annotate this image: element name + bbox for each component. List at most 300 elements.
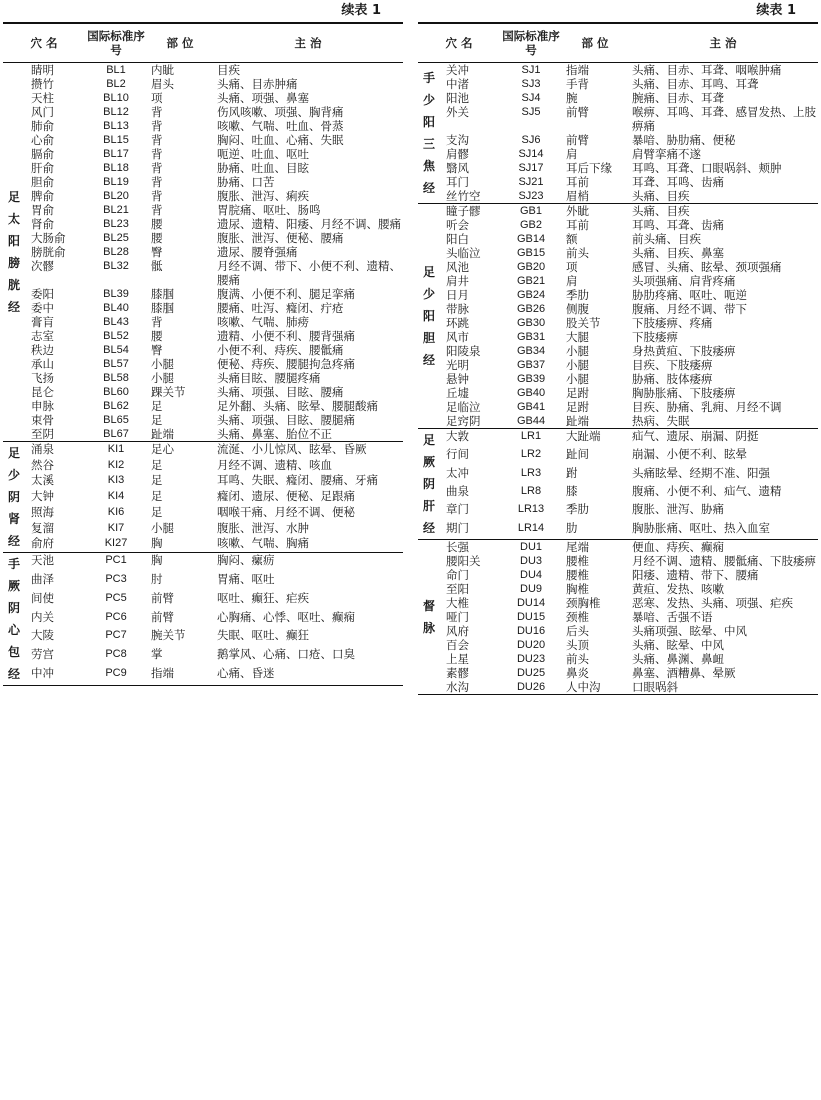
point-indications: 胸闷、瘰疬 — [213, 553, 403, 572]
point-indications: 胸胁胀痛、呕吐、热入血室 — [632, 520, 771, 535]
point-code: DU14 — [516, 597, 546, 609]
table-row — [3, 119, 403, 133]
point-location: 掌 — [151, 647, 163, 662]
point-code: PC7 — [105, 629, 127, 642]
point-indications: 头痛、项强、鼻塞 — [217, 91, 310, 105]
point-location: 前臂 — [151, 609, 175, 624]
point-indications: 腹胀、泄泻、胁痛 — [632, 502, 725, 517]
table-row — [3, 458, 403, 474]
table-row — [418, 624, 818, 638]
point-indications: 暴喑、舌强不语 — [632, 610, 713, 624]
point-indications: 崩漏、小便不利、眩晕 — [632, 447, 748, 462]
table-bottom-rule — [418, 695, 818, 696]
point-code: DU15 — [516, 611, 546, 623]
table-row — [3, 505, 403, 521]
point-code: BL67 — [103, 428, 129, 440]
point-name: 涌泉 — [25, 442, 85, 458]
point-location: 颈椎 — [566, 610, 590, 624]
point-location: 耳前 — [566, 218, 590, 232]
table-body-left — [3, 63, 403, 687]
point-location: 足心 — [147, 442, 213, 458]
table-row — [3, 521, 403, 537]
table-row — [3, 399, 403, 413]
table-row — [418, 358, 818, 372]
point-location: 足 — [151, 413, 163, 427]
point-code: GB39 — [516, 373, 546, 385]
point-indications: 头痛、眩晕、中风 — [632, 638, 725, 652]
point-code: BL43 — [103, 316, 129, 328]
table-row — [418, 204, 818, 219]
point-location: 小腿 — [151, 357, 175, 371]
point-indications: 腹胀、泄泻、水肿 — [217, 520, 310, 535]
point-name: 风门 — [31, 105, 54, 119]
point-name: 阳白 — [446, 232, 469, 246]
point-name: 大肠俞 — [31, 231, 66, 245]
point-location: 指端 — [151, 665, 175, 680]
header-code: 国际标准序号 — [502, 29, 560, 57]
table-row — [418, 596, 818, 610]
point-name: 中冲 — [31, 665, 54, 680]
point-location: 肘 — [151, 571, 163, 586]
point-location: 胸 — [147, 553, 213, 572]
point-indications: 头痛、目疾 — [628, 204, 818, 219]
table-row — [3, 91, 403, 105]
table-row — [418, 302, 818, 316]
point-indications: 便秘、痔疾、腰腿拘急疼痛 — [217, 357, 356, 371]
table-row — [418, 638, 818, 652]
point-indications: 耳鸣、失眠、癃闭、腰痛、牙痛 — [217, 473, 379, 488]
table-row — [3, 572, 403, 591]
continued-label: 续表 1 — [756, 3, 796, 18]
table-row — [418, 274, 818, 288]
point-name: 束骨 — [31, 413, 54, 427]
point-indications: 前头痛、目疾 — [632, 232, 702, 246]
point-code: LR8 — [520, 484, 542, 497]
point-indications: 腹胀、泄泻、痢疾 — [217, 189, 310, 203]
point-indications: 鹅掌风、心痛、口疮、口臭 — [217, 647, 356, 662]
table-row — [418, 554, 818, 568]
point-location: 小腿 — [566, 344, 590, 358]
point-code: KI6 — [107, 505, 125, 518]
point-name: 大陵 — [31, 628, 54, 643]
point-code: DU25 — [516, 667, 546, 679]
point-code: DU1 — [500, 540, 562, 555]
point-name: 胆俞 — [31, 175, 54, 189]
point-location: 季肋 — [566, 502, 590, 517]
table-row — [3, 473, 403, 489]
table-row — [3, 628, 403, 647]
point-code: PC3 — [105, 572, 127, 585]
point-name: 俞府 — [31, 536, 54, 551]
point-location: 手背 — [566, 77, 590, 91]
table-row — [3, 231, 403, 245]
point-location: 外眦 — [562, 204, 628, 219]
point-code: GB24 — [516, 289, 546, 301]
point-name: 翳风 — [446, 161, 469, 175]
header-point-name: 穴 名 — [30, 36, 58, 50]
table-row — [418, 330, 818, 344]
point-name: 外关 — [446, 105, 469, 119]
point-name: 申脉 — [31, 399, 54, 413]
point-location: 小腿 — [151, 520, 175, 535]
right-page — [418, 0, 818, 695]
point-name: 头临泣 — [446, 246, 481, 260]
point-location: 小腿 — [566, 372, 590, 386]
point-indications: 腕痛、目赤、耳聋 — [632, 91, 725, 105]
point-code: GB15 — [516, 247, 546, 259]
point-indications: 黄疸、发热、咳嗽 — [632, 582, 725, 596]
table-row — [418, 568, 818, 582]
point-code: GB2 — [520, 219, 543, 231]
point-code: GB26 — [516, 303, 546, 315]
point-location: 腰 — [151, 217, 163, 231]
point-name: 膈俞 — [31, 147, 54, 161]
table-row — [3, 301, 403, 315]
table-row — [3, 147, 403, 161]
table-row — [3, 77, 403, 91]
point-name: 太溪 — [31, 473, 54, 488]
point-location: 内眦 — [147, 63, 213, 78]
table-row — [3, 666, 403, 686]
point-code: BL40 — [103, 302, 129, 314]
point-location: 肩 — [566, 147, 578, 161]
point-code: DU23 — [516, 653, 546, 665]
point-code: BL52 — [103, 330, 129, 342]
table-row — [418, 502, 818, 520]
point-name: 脾俞 — [31, 189, 54, 203]
point-code: DU9 — [520, 583, 543, 595]
table-row — [418, 288, 818, 302]
point-name: 腰阳关 — [446, 554, 481, 568]
point-location: 前头 — [566, 652, 590, 666]
point-code: BL15 — [103, 134, 129, 146]
point-indications: 身热黄疸、下肢痿痹 — [632, 344, 736, 358]
point-location: 大腿 — [566, 330, 590, 344]
point-indications: 头痛、目疾、鼻塞 — [632, 246, 725, 260]
point-name: 悬钟 — [446, 372, 469, 386]
point-code: SJ3 — [521, 78, 541, 90]
point-code: BL32 — [103, 260, 129, 272]
point-code: BL21 — [103, 204, 129, 216]
table-row — [418, 105, 818, 133]
point-name: 中渚 — [446, 77, 469, 91]
point-code: BL1 — [85, 63, 147, 78]
point-code: SJ1 — [500, 63, 562, 78]
table-row — [418, 77, 818, 91]
point-indications: 目疾、下肢痿痹 — [632, 358, 713, 372]
point-code: DU4 — [520, 569, 543, 581]
point-code: SJ5 — [521, 106, 541, 118]
point-location: 小腿 — [566, 358, 590, 372]
point-code: BL25 — [103, 232, 129, 244]
table-row — [418, 400, 818, 414]
table-row — [418, 344, 818, 358]
point-name: 然谷 — [31, 457, 54, 472]
point-indications: 疝气、遗尿、崩漏、阴挺 — [628, 429, 818, 448]
point-name: 膏肓 — [31, 315, 54, 329]
point-indications: 头项强痛、肩背疼痛 — [632, 274, 736, 288]
point-indications: 遗尿、腰脊强痛 — [217, 245, 298, 259]
point-indications: 咳嗽、气喘、胸痛 — [217, 536, 310, 551]
point-name: 肩井 — [446, 274, 469, 288]
point-name: 肝俞 — [31, 161, 54, 175]
table-row — [3, 536, 403, 552]
point-name: 耳门 — [446, 175, 469, 189]
point-location: 臀 — [151, 343, 163, 357]
point-indications: 足外翻、头痛、眩晕、腰腿酸痛 — [217, 399, 379, 413]
point-indications: 月经不调、遗精、腰骶痛、下肢痿痹 — [632, 554, 817, 568]
table-row — [3, 329, 403, 343]
point-name: 瞳子髎 — [440, 204, 500, 219]
point-code: BL18 — [103, 162, 129, 174]
table-row — [3, 343, 403, 357]
point-name: 照海 — [31, 504, 54, 519]
point-indications: 癃闭、遗尿、便秘、足跟痛 — [217, 489, 356, 504]
point-code: SJ21 — [518, 176, 544, 188]
table-row — [418, 175, 818, 189]
point-name: 昆仑 — [31, 385, 54, 399]
point-name: 飞扬 — [31, 371, 54, 385]
point-code: KI27 — [104, 537, 128, 550]
point-location: 骶 — [151, 259, 163, 273]
table-row — [3, 259, 403, 287]
point-code: DU20 — [516, 639, 546, 651]
table-row — [418, 521, 818, 540]
table-row — [3, 161, 403, 175]
point-location: 头顶 — [566, 638, 590, 652]
point-location: 膝 — [566, 483, 578, 498]
point-code: BL17 — [103, 148, 129, 160]
point-indications: 腹痛、月经不调、带下 — [632, 302, 748, 316]
point-code: GB1 — [500, 204, 562, 219]
point-location: 鼻炎 — [566, 666, 590, 680]
point-code: GB20 — [516, 261, 546, 273]
point-indications: 月经不调、带下、小便不利、遗精、腰痛 — [217, 259, 402, 287]
point-code: BL19 — [103, 176, 129, 188]
point-location: 指端 — [562, 63, 628, 78]
point-indications: 咽喉干痛、月经不调、便秘 — [217, 504, 356, 519]
point-name: 志室 — [31, 329, 54, 343]
point-location: 腕 — [566, 91, 578, 105]
table-row — [418, 582, 818, 596]
point-location: 背 — [151, 119, 163, 133]
point-indications: 腹满、小便不利、腿足挛痛 — [217, 287, 356, 301]
table-row — [3, 413, 403, 427]
point-location: 足 — [151, 399, 163, 413]
point-indications: 遗精、小便不利、腰背强痛 — [217, 329, 356, 343]
point-name: 曲泉 — [446, 483, 469, 498]
point-name: 关冲 — [440, 63, 500, 78]
point-name: 风池 — [446, 260, 469, 274]
point-indications: 耳聋、耳鸣、齿痛 — [632, 175, 725, 189]
point-name: 丘墟 — [446, 386, 469, 400]
point-name: 风府 — [446, 624, 469, 638]
point-code: BL39 — [103, 288, 129, 300]
point-code: GB30 — [516, 317, 546, 329]
table-row — [418, 246, 818, 260]
header-location: 部 位 — [581, 36, 609, 50]
point-indications: 头痛、目赤、耳聋、咽喉肿痛 — [628, 63, 818, 78]
point-code: BL10 — [103, 92, 129, 104]
table-row — [418, 386, 818, 400]
point-name: 日月 — [446, 288, 469, 302]
point-name: 膀胱俞 — [31, 245, 66, 259]
point-indications: 便血、痔疾、癫痫 — [628, 540, 818, 555]
point-indications: 下肢痿痹 — [632, 330, 679, 344]
meridian-name: 手厥阴心包经 — [3, 553, 25, 686]
continued-label: 续表 1 — [341, 3, 381, 18]
point-location: 腰椎 — [566, 554, 590, 568]
point-indications: 下肢痿痹、疼痛 — [632, 316, 713, 330]
point-location: 耳后下缘 — [566, 161, 613, 175]
point-indications: 头痛、项强、目眩、腰腿痛 — [217, 413, 356, 427]
point-indications: 月经不调、遗精、咳血 — [217, 457, 333, 472]
point-code: BL23 — [103, 218, 129, 230]
point-code: PC1 — [85, 553, 147, 572]
point-name: 支沟 — [446, 133, 469, 147]
point-indications: 胁痛、口苦 — [217, 175, 275, 189]
point-name: 大钟 — [31, 489, 54, 504]
point-indications: 胁痛、肢体痿痹 — [632, 372, 713, 386]
point-name: 睛明 — [25, 63, 85, 78]
point-indications: 腹胀、泄泻、便秘、腰痛 — [217, 231, 344, 245]
point-code: GB41 — [516, 401, 546, 413]
point-code: PC8 — [105, 648, 127, 661]
point-indications: 耳鸣、耳聋、口眼㖞斜、颊肿 — [632, 161, 782, 175]
point-location: 腰椎 — [566, 568, 590, 582]
point-name: 水沟 — [446, 680, 469, 694]
point-location: 前头 — [566, 246, 590, 260]
table-body-right — [418, 63, 818, 696]
point-indications: 恶寒、发热、头痛、项强、疟疾 — [632, 596, 794, 610]
point-location: 前臂 — [566, 133, 590, 147]
point-code: BL62 — [103, 400, 129, 412]
point-code: BL13 — [103, 120, 129, 132]
point-indications: 胁痛、吐血、目眩 — [217, 161, 310, 175]
point-name: 次髎 — [31, 259, 54, 273]
point-code: SJ17 — [518, 162, 544, 174]
point-name: 内关 — [31, 609, 54, 624]
table-row — [418, 316, 818, 330]
table-row — [3, 175, 403, 189]
point-code: SJ23 — [518, 190, 544, 202]
point-location: 背 — [151, 203, 163, 217]
point-code: KI3 — [107, 474, 125, 487]
table-row — [418, 652, 818, 666]
table-row — [418, 260, 818, 274]
point-indications: 头痛、目疾 — [632, 189, 690, 203]
table-row — [418, 484, 818, 502]
table-row — [418, 147, 818, 161]
table-header — [3, 23, 403, 63]
point-location: 足跗 — [566, 400, 590, 414]
table-row — [3, 442, 403, 458]
point-location: 大趾端 — [562, 429, 628, 448]
point-indications: 鼻塞、酒糟鼻、晕厥 — [632, 666, 736, 680]
point-name: 听会 — [446, 218, 469, 232]
point-name: 间使 — [31, 590, 54, 605]
table-row — [418, 91, 818, 105]
point-location: 背 — [151, 175, 163, 189]
point-code: GB37 — [516, 359, 546, 371]
point-indications: 失眠、呕吐、癫狂 — [217, 628, 310, 643]
point-code: GB44 — [516, 415, 546, 427]
point-location: 肩 — [566, 274, 578, 288]
point-name: 足临泣 — [446, 400, 481, 414]
point-code: GB40 — [516, 387, 546, 399]
point-indications: 伤风咳嗽、项强、胸背痛 — [217, 105, 344, 119]
point-indications: 遗尿、遗精、阳痿、月经不调、腰痛 — [217, 217, 402, 231]
point-code: BL58 — [103, 372, 129, 384]
meridian-name: 手少阳三焦经 — [418, 63, 440, 204]
point-name: 带脉 — [446, 302, 469, 316]
point-location: 踝关节 — [151, 385, 186, 399]
point-indications: 呕吐、癫狂、疟疾 — [217, 590, 310, 605]
table-row — [3, 105, 403, 119]
table-row — [418, 429, 818, 448]
header-location: 部 位 — [166, 36, 194, 50]
point-indications: 头痛项强、眩晕、中风 — [632, 624, 748, 638]
point-location: 眉头 — [151, 77, 175, 91]
table-row — [418, 447, 818, 465]
point-location: 趾间 — [566, 447, 590, 462]
point-indications: 耳鸣、耳聋、齿痛 — [632, 218, 725, 232]
point-location: 背 — [151, 105, 163, 119]
point-location: 臀 — [151, 245, 163, 259]
point-code: KI4 — [107, 490, 125, 503]
point-location: 尾端 — [562, 540, 628, 555]
point-name: 命门 — [446, 568, 469, 582]
point-indications: 流涎、小儿惊风、眩晕、昏厥 — [213, 442, 403, 458]
table-row — [3, 647, 403, 666]
point-location: 肋 — [566, 520, 578, 535]
table-row — [418, 666, 818, 680]
point-location: 股关节 — [566, 316, 601, 330]
table-row — [3, 553, 403, 572]
point-code: PC5 — [105, 591, 127, 604]
point-indications: 头痛眩晕、经期不准、阳强 — [632, 465, 771, 480]
point-indications: 头痛、目赤肿痛 — [217, 77, 298, 91]
point-name: 攒竹 — [31, 77, 54, 91]
point-location: 背 — [151, 161, 163, 175]
point-indications: 喉痹、耳鸣、耳聋、感冒发热、上肢痹痛 — [632, 105, 817, 133]
table-row — [3, 63, 403, 78]
point-location: 膝腘 — [151, 287, 175, 301]
table-row — [418, 232, 818, 246]
point-name: 大敦 — [440, 429, 500, 448]
point-indications: 头痛、鼻渊、鼻衄 — [632, 652, 725, 666]
point-location: 前臂 — [566, 105, 590, 119]
meridian-name: 足太阳膀胱经 — [3, 63, 25, 442]
table-row — [418, 540, 818, 555]
point-code: BL57 — [103, 358, 129, 370]
table-row — [3, 203, 403, 217]
table-bottom-rule — [3, 686, 403, 687]
point-name: 光明 — [446, 358, 469, 372]
header-indications: 主 治 — [294, 36, 322, 50]
point-location: 腰 — [151, 231, 163, 245]
point-name: 长强 — [440, 540, 500, 555]
point-name: 太冲 — [446, 465, 469, 480]
point-name: 肾俞 — [31, 217, 54, 231]
meridian-name: 督脉 — [418, 540, 440, 695]
point-location: 趾端 — [151, 427, 175, 441]
point-indications: 心胸痛、心悸、呕吐、癫痫 — [217, 609, 356, 624]
point-code: SJ4 — [521, 92, 541, 104]
point-code: BL54 — [103, 344, 129, 356]
point-code: KI1 — [85, 442, 147, 458]
point-indications: 胃脘痛、呕吐、肠鸣 — [217, 203, 321, 217]
